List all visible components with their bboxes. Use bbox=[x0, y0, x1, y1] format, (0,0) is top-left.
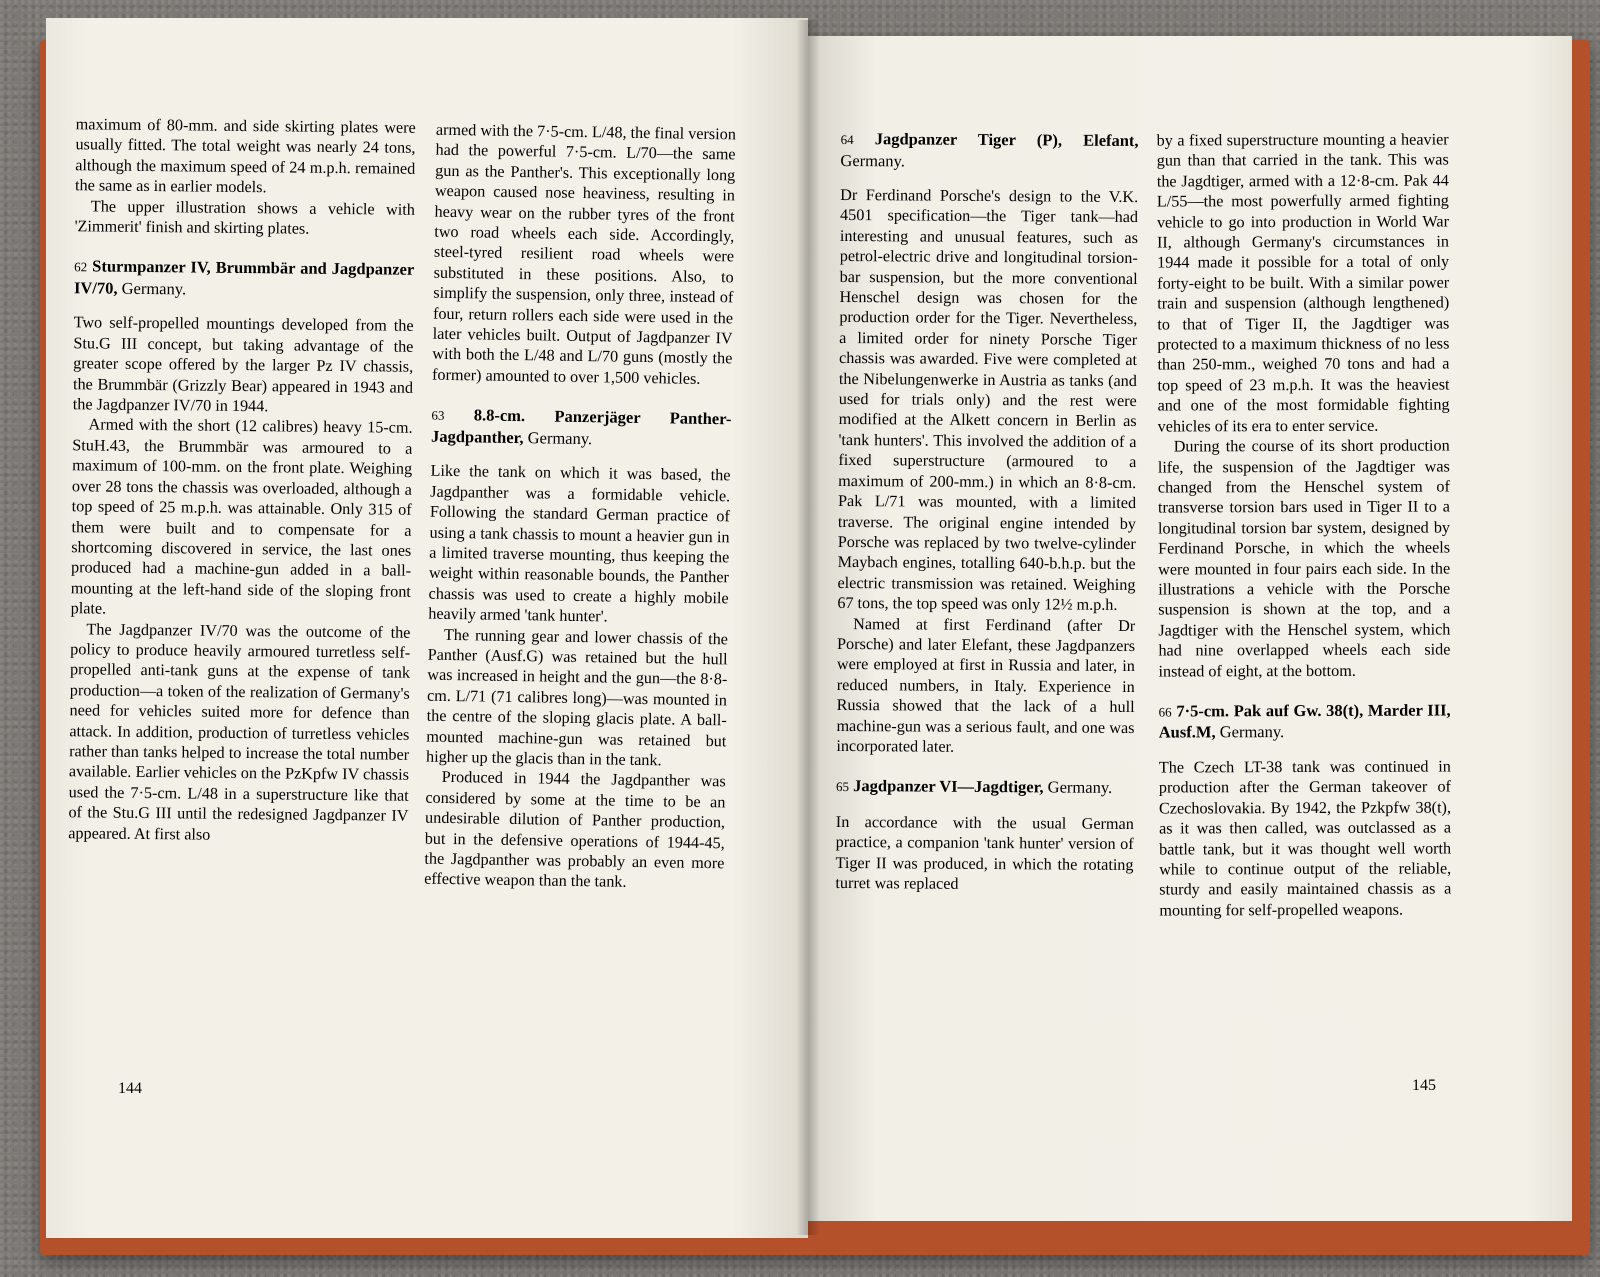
paragraph: During the course of its short production life, the suspension of the Jagdtiger was changed from the Henschel system of transverse torsion bars used in Tiger II to a longitudinal torsion bar system, designed by Ferdinand Porsche, in which the wheels were mounted in four pairs each side. In the illustrations a vehicle with the Porsche suspension is shown at the top, and a Jagdtiger with the Henschel system, which had nine overlapped wheels each side instead of eight, at the bottom. bbox=[1157, 436, 1451, 681]
entry-title: 8.8-cm. Panzerjäger Panther-Jagdpanther, bbox=[430, 405, 732, 447]
paragraph: Named at first Ferdinand (after Dr Porsche) and later Elefant, these Jagdpanzers were employed at first in Russia and later, in reduced numbers, in Italy. Experience in Russia showed that the lack of a hull machine-gun was a serious fault, and one was incorporated later. bbox=[836, 614, 1136, 756]
left-page-column-1 bbox=[68, 114, 416, 847]
left-page-column-2 bbox=[424, 120, 736, 894]
continued-paragraph: maximum of 80-mm. and side skirting plates were usually fitted. The total weight was nearly 24 tons, although the maximum speed of 24 m.p.h. remained the same as in earlier models. bbox=[74, 115, 416, 197]
entry-number: 63 bbox=[431, 407, 445, 424]
entry-number: 62 bbox=[74, 259, 88, 275]
paragraph: Armed with the short (12 calibres) heavy 15-cm. StuH.43, the Brummbär was armoured to a maximum of 100-mm. on the front plate. Weighing over 28 tons the chassis was overloaded, although a top speed of 25 m.p.h. was attainable. Only 315 of them were built and to compensate for a shortcoming discovered in service, the last ones produced had a machine-gun added in a ball-mounting at the left-hand side of the sloping front plate. bbox=[70, 415, 413, 618]
entry-title: 7·5-cm. Pak auf Gw. 38(t), Marder III, Ausf.M, bbox=[1158, 700, 1451, 742]
entry-number: 65 bbox=[836, 779, 850, 795]
entry-heading-62 bbox=[74, 257, 414, 303]
right-page-column-2 bbox=[1157, 129, 1452, 920]
page-number-left: 144 bbox=[118, 1080, 142, 1097]
entry-country: Germany. bbox=[1219, 722, 1285, 742]
entry-country: Germany. bbox=[840, 150, 905, 170]
entry-title: Sturmpanzer IV, Brummbär and Jagdpanzer IV/70, bbox=[73, 256, 415, 298]
entry-heading-63 bbox=[431, 405, 732, 452]
entry-country: Germany. bbox=[121, 278, 187, 299]
paragraph: The upper illustration shows a vehicle with 'Zimmerit' finish and skirting plates. bbox=[74, 197, 415, 238]
paragraph: The Jagdpanzer IV/70 was the outcome of the policy to produce heavily armoured turretless self-propelled anti-tank guns at the expense of tank production—a token of the realization of Germany's need for vehicles suited more for defence than attack. In addition, production of turretless vehicles rather than tanks helped to increase the total number available. Earlier vehicles on the PzKpfw IV chassis used the 7·5-cm. L/48 in a superstructure like that of the Stu.G III until the redesigned Jagdpanzer IV appeared. At first also bbox=[68, 619, 411, 844]
entry-title: Jagdpanzer Tiger (P), Elefant, bbox=[874, 129, 1139, 151]
continued-paragraph: by a fixed superstructure mounting a heavier gun than that carried in the tank. This was the Jagdtiger, armed with a 12·8-cm. Pak 44 L/55—the most powerfully armed fighting vehicle to go into production in World War II, although Germany's circumstances in 1944 made it possible for a total of only forty-eight to be built. With a similar power train and suspension (although lengthened) to that of Tiger II, the Jagdtiger was protected to a maximum thickness of no less than 250-mm., weighed 70 tons and had a top speed of 23 m.p.h. It was the heaviest and one of the most formidable fighting vehicles of its era to enter service. bbox=[1156, 130, 1450, 436]
entry-country: Germany. bbox=[527, 427, 593, 448]
entry-number: 64 bbox=[840, 131, 854, 148]
entry-heading-64 bbox=[840, 129, 1138, 173]
paragraph: Two self-propelled mountings developed from the Stu.G III concept, but taking advantage of the greater scope offered by the larger Pz IV chassis, the Brummbär (Grizzly Bear) appeared in 1943 and the Jagdpanzer IV/70 in 1944. bbox=[72, 313, 414, 416]
paragraph: In accordance with the usual German practice, a companion 'tank hunter' version of Tiger II was produced, in which the rotating turret was replaced bbox=[835, 812, 1134, 893]
paragraph: Dr Ferdinand Porsche's design to the V.K. 4501 specification—the Tiger tank—had interesting and unusual features, such as petrol-electric drive and longitudinal torsion-bar suspension, but the more conventional Henschel design was chosen for the production order for the Tiger. Nevertheless, a limited order for ninety Porsche Tiger chassis was awarded. Five were completed at the Nibelungenwerke in Austria as tanks (and used for trials only) and the rest were modified at the Alkett concern in Berlin as 'tank hunters'. This involved the addition of a fixed superstructure (armoured to a maximum of 200-mm.) in which an 8·8-cm. Pak L/71 was mounted, with a limited traverse. The original engine intended by Porsche was replaced by two twelve-cylinder Maybach engines, totalling 640-b.h.p. but the electric transmission was retained. Weighing 67 tons, the top speed was only 12½ m.p.h. bbox=[837, 185, 1139, 615]
entry-heading-66 bbox=[1159, 700, 1451, 743]
entry-country: Germany. bbox=[1047, 777, 1113, 798]
entry-title: Jagdpanzer VI—Jagdtiger, bbox=[853, 776, 1044, 797]
entry-heading-65 bbox=[836, 776, 1134, 800]
continued-paragraph: armed with the 7·5-cm. L/48, the final version had the powerful 7·5-cm. L/70—the same gun as the Panther's. This exceptionally long weapon caused nose heaviness, resulting in heavy wear on the rubber tyres of the front two road wheels each side. Accordingly, steel-tyred resilient road wheels were substituted in these positions. Also, to simplify the suspension, only three, instead of four, return rollers each side were used in the later vehicles built. Output of Jagdpanzer IV with both the L/48 and L/70 guns (mostly the former) amounted to over 1,500 vehicles. bbox=[431, 120, 737, 388]
paragraph: The Czech LT-38 tank was continued in production after the German takeover of Czechoslovakia. By 1942, the Pzkpfw 38(t), as it was then called, was outclassed as a battle tank, but it was thought well worth while to continue output of the reliable, sturdy and easily maintained chassis as a mounting for self-propelled weapons. bbox=[1158, 757, 1452, 920]
paragraph: Like the tank on which it was based, the Jagdpanther was a formidable vehicle. Following the standard German practice of using a tank chassis to mount a heavier gun in a limited traverse mounting, thus keeping the weight within reasonable bounds, the Panther chassis was used to create a highly mobile heavily armed 'tank hunter'. bbox=[428, 461, 731, 626]
book-gutter bbox=[796, 20, 820, 1235]
right-page-column-1 bbox=[835, 129, 1138, 896]
page-number-right: 145 bbox=[1412, 1077, 1436, 1094]
paragraph: Produced in 1944 the Jagdpanther was considered by some at the time to be an undesirable dilution of Panther production, but in the defensive operations of 1944-45, the Jagdpanther was probably an even more effective weapon than the tank. bbox=[423, 768, 726, 892]
entry-number: 66 bbox=[1158, 704, 1172, 720]
paragraph: The running gear and lower chassis of the Panther (Ausf.G) was retained but the hull was increased in height and the gun—the 8·8-cm. L/71 (71 calibres long)—was mounted in the centre of the sloping glacis plate. A ball-mounted machine-gun was retained but higher up the glacis than in the tank. bbox=[425, 625, 729, 770]
